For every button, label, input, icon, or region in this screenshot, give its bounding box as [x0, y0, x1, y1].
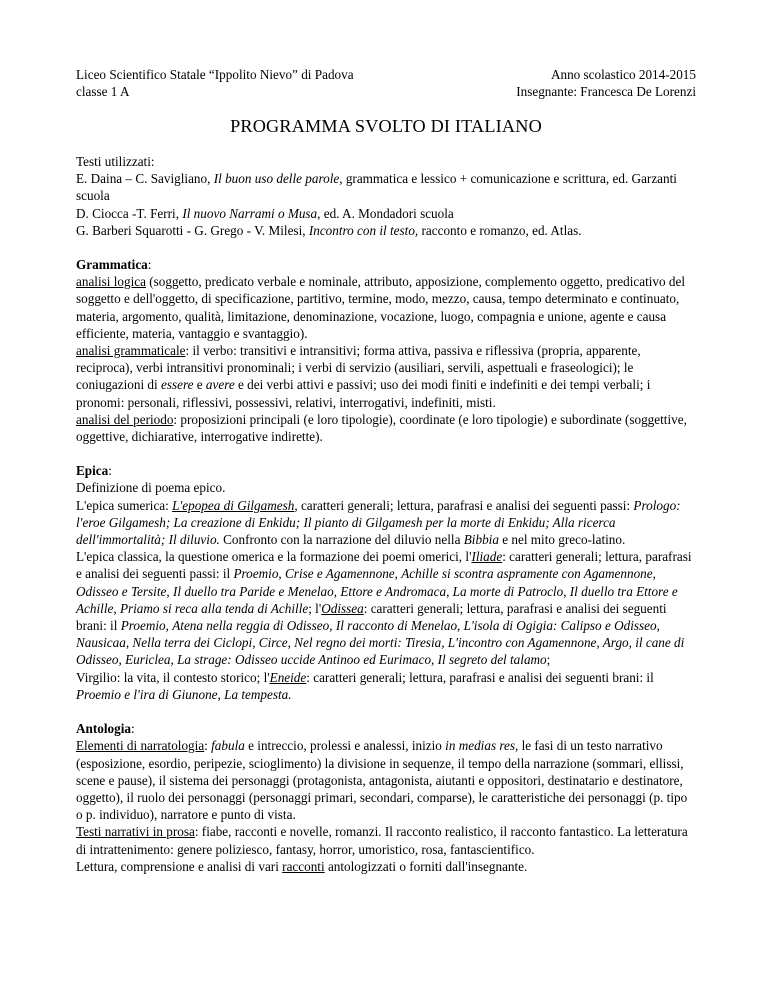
passage: Achille si scontra aspramente con Agamennone	[401, 566, 653, 582]
topic-label: analisi grammaticale	[76, 343, 186, 359]
lettura	[76, 858, 696, 875]
text-run: : caratteri generali; lettura, parafrasi e analisi dei seguenti passi: il	[76, 549, 692, 582]
book-2	[76, 205, 696, 222]
text-run: :	[147, 257, 152, 273]
section-heading: Epica	[76, 463, 109, 479]
topic-label: racconti	[282, 858, 325, 874]
text-run: ,	[446, 583, 453, 599]
topic-label: Testi narrativi in prosa	[76, 824, 195, 840]
text-run: e nel mito greco-latino.	[498, 532, 626, 548]
analisi-periodo	[76, 411, 696, 445]
text-run: (soggetto, predicato verbale e nominale, attributo, apposizione, complemento oggetto, predicativo del soggetto e dell'oggetto, di specificazione, partitivo, termine, modo, mezzo, causa, tempo determinato e continuato, materia, argomento, qualità, limitazione, denominazione, vocazione, luogo, compagnia e unione, agente e causa efficiente, materia, vantaggio e svantaggio).	[76, 274, 686, 341]
text-run: fabula	[211, 738, 245, 754]
epica-definition: Definizione di poema epico.	[76, 480, 226, 496]
passage: Odisseo e Tersite	[76, 583, 167, 599]
text-run: e	[193, 377, 206, 393]
work-title: Eneide	[269, 669, 307, 685]
text-run: ; l'	[308, 600, 322, 616]
section-heading: Antologia	[76, 721, 131, 737]
text-run: ,	[394, 566, 402, 582]
header	[76, 0, 696, 100]
text-run: :	[204, 738, 212, 754]
work-title: Iliade	[471, 549, 503, 565]
text-run: in medias res	[445, 738, 515, 754]
text-run: racconto e romanzo	[418, 222, 526, 238]
analisi-grammaticale	[76, 342, 696, 411]
passage: Priamo si reca alla tenda di Achille	[119, 600, 309, 616]
epica-sumerica	[76, 497, 696, 549]
text-run: ed. A. Mondadori scuola	[320, 205, 454, 221]
work-title: Bibbia	[463, 532, 499, 548]
work-title: Odissea	[321, 600, 364, 616]
section-grammatica	[76, 256, 696, 445]
passage: Il duello tra Ettore e Achille	[76, 583, 678, 616]
text-run: :	[108, 463, 112, 479]
text-run: ,	[278, 566, 286, 582]
text-run: ,	[656, 618, 660, 634]
passage: L'isola di Ogigia: Calipso e Odisseo	[463, 618, 657, 634]
passage: Proemio	[233, 566, 279, 582]
text-run: : il verbo: transitivi e intransitivi; forma attiva, passiva e riflessiva (propria, apparente, reciproca), verbi intransitivi pronominali; i verbi di servizio (ausiliari, servili, aspettuali e fraseologici); le coniugazioni di	[76, 343, 641, 393]
text-run: essere	[160, 377, 194, 393]
passage: Ettore e Andromaca	[340, 583, 447, 599]
book-1	[76, 170, 696, 204]
text-run: antologizzati o forniti dall'insegnante.	[324, 858, 528, 874]
text-run: L'epica classica, la questione omerica e la formazione dei poemi omerici, l'	[76, 549, 472, 565]
book-3	[76, 222, 696, 239]
section-antologia	[76, 720, 696, 875]
passage: Proemio e l'ira di Giunone	[76, 686, 218, 702]
text-run: ,	[525, 222, 529, 238]
epica-heading	[76, 462, 696, 479]
testi-prosa	[76, 823, 696, 857]
passage: La morte di Patroclo	[452, 583, 564, 599]
teacher-name: Insegnante: Francesca De Lorenzi	[516, 84, 696, 99]
section-heading: Grammatica	[76, 257, 148, 273]
text-run: : caratteri generali; lettura, parafrasi e analisi dei seguenti brani: il	[76, 600, 667, 634]
text-run: ,	[113, 600, 120, 616]
text-run: , grammatica e lessico + comunicazione e scrittura, ed. Garzanti scuola	[76, 171, 677, 204]
document-body	[76, 153, 696, 875]
text-run: avere	[205, 377, 235, 393]
passage-list: Nausicaa, Nella terra dei Ciclopi, Circe, Nel regno dei morti: Tiresia, L'incontro con Agamennone, Argo, il cane di Odisseo, Euriclea, La strage: Odisseo uccide Antinoo ed Eurimaco, Il segreto del talamo	[76, 635, 685, 668]
text-run: : fiabe, racconti e novelle, romanzi. Il racconto realistico, il racconto fantastico. La letteratura di intrattenimento: genere poliziesco, fantasy, horror, umoristico, rosa, fantascientifico.	[76, 824, 688, 857]
text-run: G. Barberi Squarotti - G. Grego - V. Milesi,	[76, 222, 309, 238]
passage: Il duello tra Paride e Menelao	[172, 583, 334, 599]
antologia-heading	[76, 720, 696, 737]
book-title: Incontro con il testo,	[308, 222, 419, 238]
text-run: Lettura, comprensione e analisi di vari	[76, 858, 283, 874]
work-title: L'epopea di Gilgamesh	[172, 497, 295, 513]
topic-label: Elementi di narratologia	[76, 738, 205, 754]
passage: Crise e Agamennone	[285, 566, 395, 582]
passage: Il racconto di Menelao	[335, 618, 458, 634]
text-run: ,	[563, 583, 570, 599]
document-page	[76, 0, 696, 874]
text-run: e intreccio, prolessi e analessi, inizio	[244, 738, 446, 754]
text-run: E. Daina – C. Savigliano,	[76, 171, 214, 187]
text-run: : caratteri generali; lettura, parafrasi e analisi dei seguenti brani: il	[306, 669, 654, 685]
passage: Proemio	[120, 618, 166, 634]
text-run: ,	[166, 583, 173, 599]
text-run: Virgilio: la vita, il contesto storico; l'	[76, 669, 270, 685]
school-name: Liceo Scientifico Statale “Ippolito Nievo” di Padova	[76, 67, 354, 82]
text-run: e dei verbi attivi e passivi; uso dei modi finiti e indefiniti e dei tempi verbali; i pronomi: personali, riflessivi, possessivi, relativi, interrogativi, indefiniti, misti.	[76, 377, 651, 410]
passage: La tempesta.	[224, 686, 292, 702]
text-run: , le fasi di un testo narrativo (esposizione, esordio, peripezie, scioglimento) la divisione in sequenze, il tempo della narrazione (sommari, ellissi, scene e pause), il sistema dei personaggi (protagonista, antagonista, aiutanti e oppositori, destinatario e destinatore, oggetto), il ruolo dei personaggi (personaggi primari, secondari, comparse), le caratteristiche dei personaggi (p. tipo o p. individuo), narratore e punto di vista.	[76, 738, 688, 823]
text-run: ,	[457, 618, 464, 634]
narratologia	[76, 737, 696, 823]
book-title: Il nuovo Narrami o Musa,	[182, 205, 321, 221]
topic-label: analisi logica	[76, 274, 146, 290]
text-run: , caratteri generali; lettura, parafrasi e analisi dei seguenti passi:	[294, 497, 634, 513]
section-epica	[76, 462, 696, 703]
text-run: ,	[652, 566, 656, 582]
analisi-logica	[76, 273, 696, 342]
texts-heading: Testi utilizzati:	[76, 154, 155, 169]
text-run: D. Ciocca -T. Ferri,	[76, 205, 183, 221]
header-right	[516, 66, 696, 100]
passage-list: Prologo: l'eroe Gilgamesh; La creazione di Enkidu; Il pianto di Gilgamesh per la morte di Enkidu; Alla ricerca dell'immortalità; Il diluvio.	[76, 497, 681, 548]
topic-label: analisi del periodo	[76, 411, 174, 427]
epica-classica	[76, 548, 696, 668]
class-name: classe 1 A	[76, 84, 130, 99]
header-left	[76, 66, 354, 100]
text-run: ,	[217, 686, 225, 702]
text-run: :	[130, 721, 135, 737]
text-run: Confronto con la narrazione del diluvio nella	[219, 532, 464, 548]
text-run: ;	[546, 652, 551, 668]
school-year: Anno scolastico 2014-2015	[550, 67, 696, 82]
text-run: ,	[333, 583, 341, 599]
text-run: : proposizioni principali (e loro tipologie), coordinate (e loro tipologie) e subordinate (soggettive, oggettive, dichiarative, interrogative indirette).	[76, 411, 687, 445]
text-run: ,	[329, 618, 336, 634]
book-title: Il buon uso delle parole	[213, 171, 340, 187]
page-title: PROGRAMMA SVOLTO DI ITALIANO	[230, 116, 542, 136]
passage: Atena nella reggia di Odisseo	[172, 618, 330, 634]
text-run: L'epica sumerica:	[76, 497, 173, 513]
epica-virgilio	[76, 669, 696, 703]
grammatica-heading	[76, 256, 696, 273]
text-run: ,	[165, 618, 173, 634]
text-run: ed. Atlas.	[528, 222, 582, 238]
